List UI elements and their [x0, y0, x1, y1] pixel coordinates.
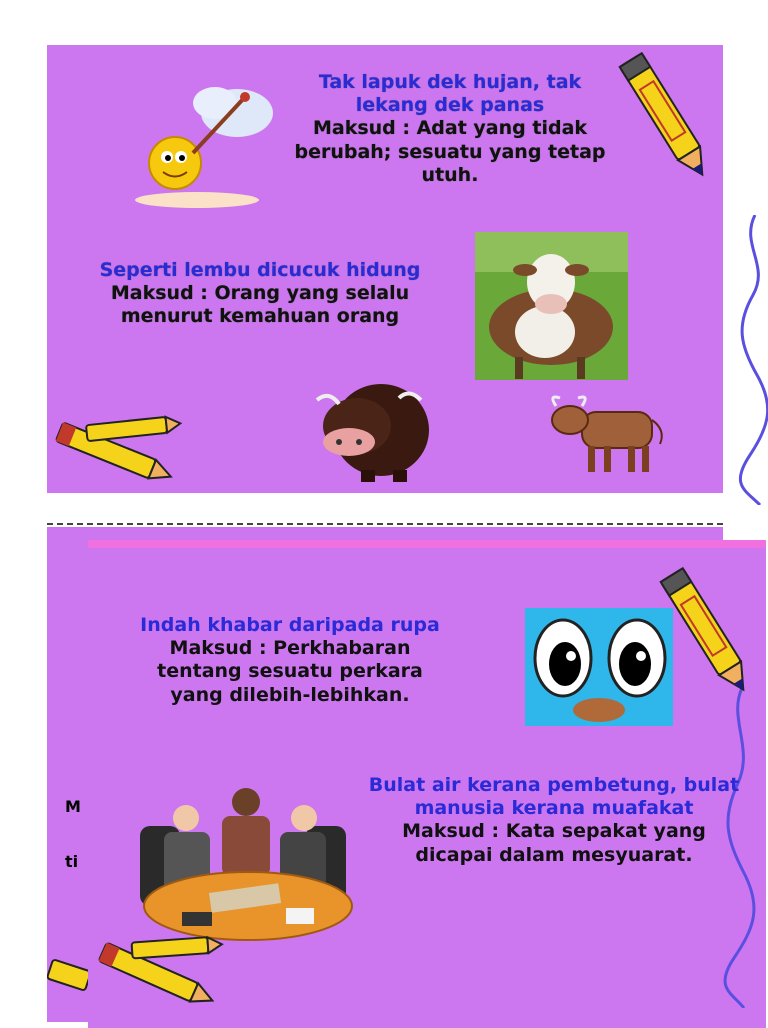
crayons-decoration — [88, 918, 228, 1018]
yellow-crayon-icon — [658, 560, 758, 710]
crayons-decoration — [47, 403, 187, 493]
cartoon-sun-painter — [127, 75, 277, 210]
slide2-back-peek-top: M — [65, 797, 81, 816]
slide-2 — [88, 540, 766, 1028]
slide1-proverb1-meaning: Maksud : Adat yang tidak berubah; sesuatu yang tetap utuh. — [294, 117, 606, 186]
slide1-proverb2-meaning: Maksud : Orang yang selalu menurut kemahuan orang — [110, 282, 410, 328]
wavy-line-decoration — [735, 215, 768, 505]
slide2-proverb2-title: Bulat air kerana pembetung, bulat manusia kerana muafakat — [368, 774, 740, 820]
slide2-proverb2-meaning: Maksud : Kata sepakat yang dicapai dalam mesyuarat. — [402, 820, 706, 866]
slide2-proverb1-meaning: Maksud : Perkhabaran tentang sesuatu perkara yang dilebih-lebihkan. — [157, 637, 423, 706]
bull-cartoon — [309, 370, 439, 485]
cow-photo — [475, 232, 628, 380]
page-separator — [47, 523, 723, 525]
slide1-proverb1-title: Tak lapuk dek hujan, tak lekang dek panas — [318, 71, 582, 117]
crayon-peek-decoration — [47, 957, 92, 997]
slide1-proverb1 — [285, 71, 615, 187]
slide2-proverb1-title: Indah khabar daripada rupa — [140, 614, 440, 636]
cartoon-eyes — [525, 608, 673, 726]
slide2-back-peek-bottom: ti — [65, 852, 79, 871]
yellow-crayon-icon — [617, 45, 717, 195]
ox-cartoon — [542, 390, 672, 480]
slide1-proverb2 — [85, 259, 435, 329]
slide-1 — [47, 45, 723, 493]
slide2-proverb2 — [364, 774, 744, 867]
slide2-proverb1 — [130, 614, 450, 707]
slide1-proverb2-title: Seperti lembu dicucuk hidung — [99, 259, 421, 281]
